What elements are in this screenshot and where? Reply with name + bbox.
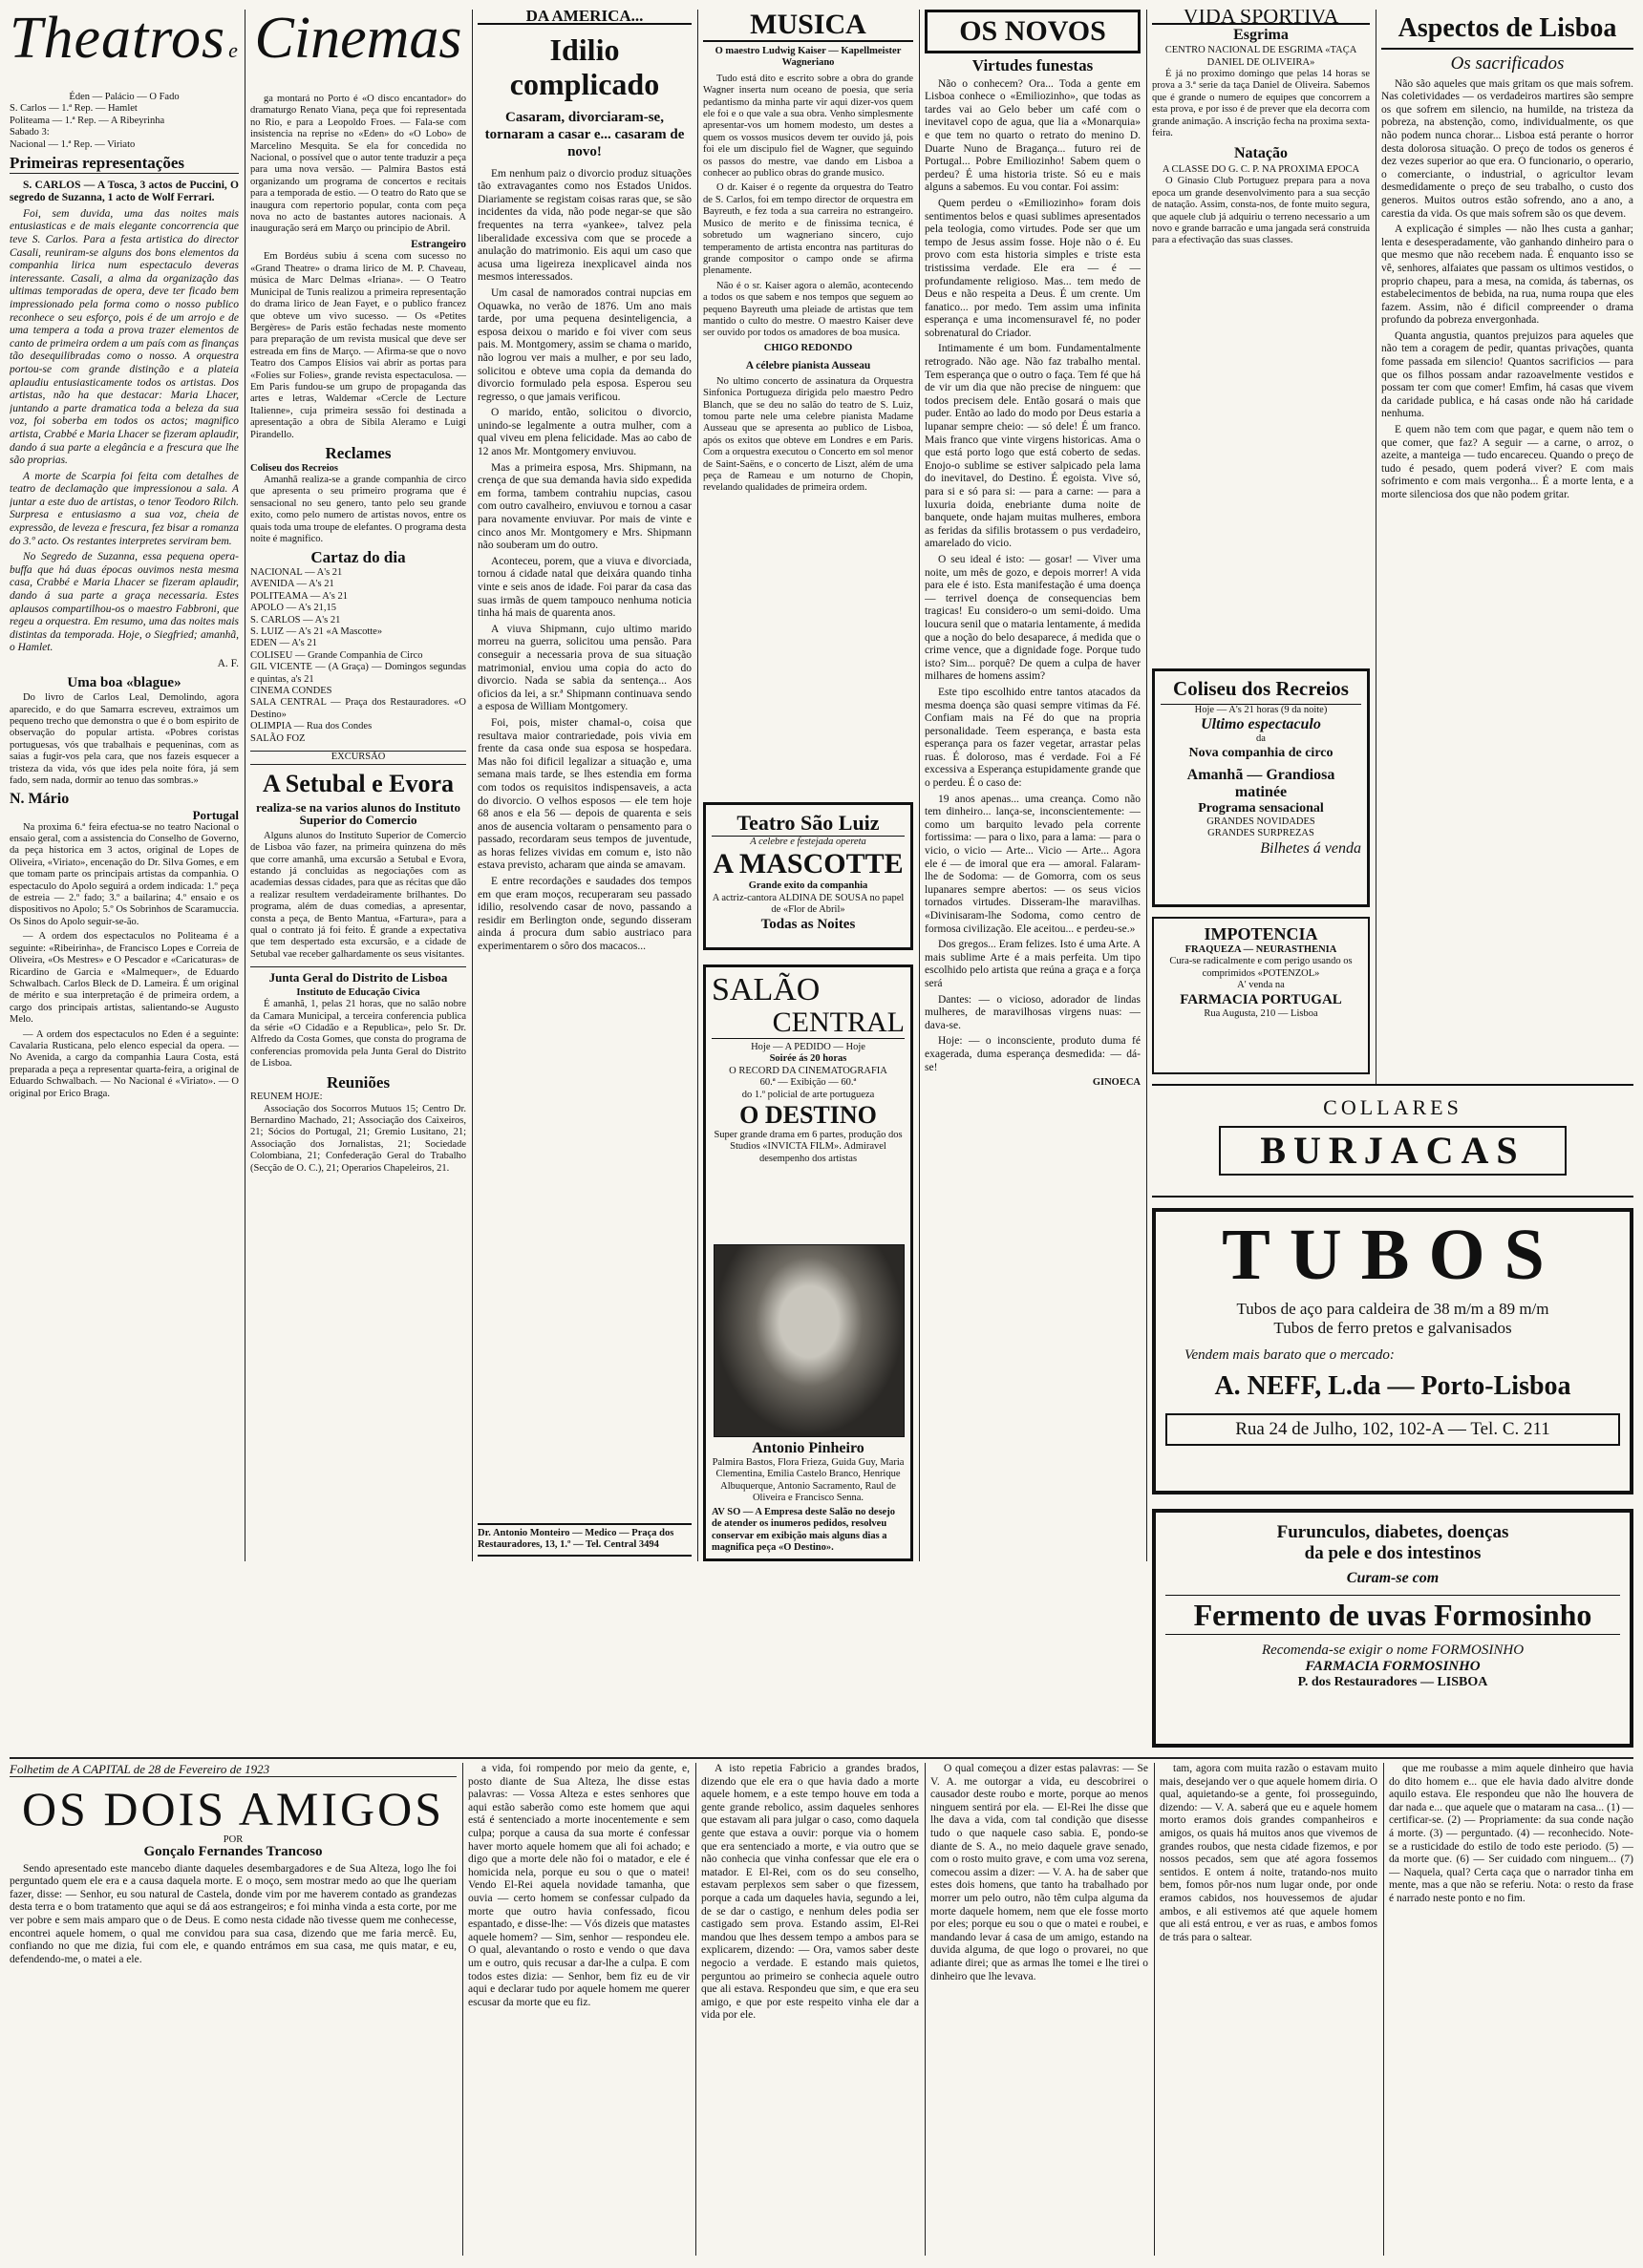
scarlos-heading: S. CARLOS — A Tosca, 3 actos de Puccini, O segredo de Suzanna, 1 acto de Wolf Ferrari. bbox=[10, 179, 239, 204]
tubos-title: TUBOS bbox=[1222, 1215, 1564, 1295]
musica-body-3: Não é o sr. Kaiser agora o alemão, acontecendo a todos os que sabem e nos tempos que seguem ao pequeno Bayreuth uma pleiade de artistas que tem mantido o culto do mestre. O maestro Kaiser deve ser ouvido por todos os amadores de boa musica. bbox=[703, 280, 913, 339]
impotencia-venda: A' venda na bbox=[1237, 980, 1285, 991]
farmacia-formosinho: FARMACIA FORMOSINHO bbox=[1305, 1659, 1481, 1674]
idilio-body-3: O marido, então, solicitou o divorcio, unindo-se legalmente a outra mulher, com a qual viveu em plena felicidade. Mas ao cabo de 12 anos Mr. Montgomery enviuvou. bbox=[478, 407, 692, 458]
musica-body-4: No ultimo concerto de assinatura da Orquestra Sinfonica Portugueza dirigida pelo maestro Pedro Blanch, que se deu no salão do teatro de S. Luiz, tomou parte nele uma celebre pianista Madame Ausseau que se apresenta ao publico de Lisboa, após os exitos que obteve em Londres e em Paris. Com a orquestra executou o Concerto em sol menor de Saint-Saëns, e o concerto de Liszt, além de uma peça de Rameau e um noturno de Chopin, revelando qualidades de primeira ordem. bbox=[703, 375, 913, 494]
listing-line-4: Nacional — 1.ª Rep. — Viriato bbox=[10, 138, 136, 150]
natacao-body: O Ginasio Club Portuguez prepara para a nova epoca um grande desenvolvimento para a sua secção de natação. Assim, consta-nos, de fonte muito segura, que aquele club já adquiriu o terreno necessario a um novo e grande barracão e uma jangada será construida para a efectivação das suas classes. bbox=[1152, 176, 1370, 246]
cartaz-line: NACIONAL — A's 21 bbox=[250, 567, 343, 578]
portugal-heading: Portugal bbox=[192, 808, 239, 823]
column-theatros bbox=[10, 10, 239, 1561]
portugal-body-1: Na proxima 6.ª feira efectua-se no teatro Nacional o ensaio geral, com a assistencia do Conselho de Governo, da peça historica em 3 actos, original de Lopes de Oliveira, «Viriato», encenação do Dr. Silva Gomes, e em que tomam parte os principais artistas da companhia. O espectaculo do Apolo seguirá a ordem indicada: 1.º peça de estreia — 2.º fado; 3.º a bailarina; 4.º ensaio e os dispositivos no Apolo; 5.º Os Sobrinhos de Scaramuccia. Os Sinos do Apolo seguir-se-ão. bbox=[10, 821, 239, 927]
idilio-body-1: Em nenhum paiz o divorcio produz situações tão extravagantes como nos Estados Unidos. Diariamente se registam coisas raras que, se são incidentes da vida, não pode negar-se que são frequentes na terra «yankee», talvez pela liberalidade excessiva com que se procede a anulação do matrimonio. Eis aqui um caso que acusa uma ligeireza inexplicavel ainda nos mesmos interessados. bbox=[478, 167, 692, 284]
column-aspectos bbox=[1381, 10, 1633, 1074]
hoje-pedido: Hoje — A PEDIDO — Hoje bbox=[751, 1042, 865, 1052]
fraqueza: FRAQUEZA — NEURASTHENIA bbox=[1184, 944, 1337, 955]
idilio-body-4: Mas a primeira esposa, Mrs. Shipmann, na crença de que sua demanda havia sido expedida em forma, tambem contrahiu nupcias, casou com outro cavalheiro, enviuvou e tornou a casar para novamente enviuvar. Por mais de vinte e cinco anos Mr. Montgomery e Mrs. Shipmann não souberam um do outro. bbox=[478, 461, 692, 552]
setubal-subheading: realiza-se na varios alunos do Instituto Superior do Comercio bbox=[256, 799, 460, 828]
folhetim-text-5: tam, agora com muita razão o estavam muito mais, desejando ver o que aquele homem diria. O qual, aquietando-se a gente, foi prosseguindo, dizendo: — V. A. saberá que eu e aquele homem morto eramos dois grandes companheiros e amigos, os quais há muitos anos que vivemos de grandes roubos, que nesta cidade fizemos, e por nossos pecados, sem que até agora fossemos sentidos. E ontem á noite, tratando-nos muito bem, fomos pôr-nos num lugar onde, por onde eramos cabidos, nos houvessemos de ajudar ambos, e ali estivemos até que aquele homem que ali está entrou, e ver as ruas, e ambos fomos de trás para o saltear. bbox=[1160, 1763, 1377, 1943]
coliseu-surpresas: GRANDES SURPREZAS bbox=[1207, 828, 1314, 839]
novos-body-7: Dos gregos... Eram felizes. Isto é uma Arte. A mais sublime Arte é a mais perfeita. Um tipo escolhido pelo artista que reúna a graça e a força será bbox=[925, 939, 1141, 989]
junta-body: É amanhã, 1, pelas 21 horas, que no salão nobre da Camara Municipal, a terceira conferencia publica da série «O Cidadão e a Republica», pelo Sr. Dr. Alfredo da Costa Gomes, que consta do programa de conferencias promovida pela Junta Geral do Distrito de Lisboa. bbox=[250, 999, 466, 1070]
tubos-line-1: Tubos de aço para caldeira de 38 m/m a 89 m/m bbox=[1236, 1300, 1549, 1318]
blague-body: Do livro de Carlos Leal, Demolindo, agora aparecido, e do que Samarra escreveu, extraimos um pequeno trecho que demonstra o que é o bom espirito de observação do popular artista. «Pobres coristas portuguesas, vós que trabalhais e pequeninas, com as saias a fugir-vos pela cara, que nos fazeis esquecer a tristeza da vida, vós que ides pela noite fóra, já sem fado, sem nada, dormir ao tenuo das sombras.» bbox=[10, 692, 239, 787]
aspectos-body-2: A explicação é simples — não lhes custa a ganhar; lenta e desesperadamente, vão ganhando dinheiro para o que mesmo que não recebem nada. É enquanto isso se vê, senhores, alfaiates que passam os ultimos vestidos, o proprio chapeu, para a mesa, na comida, ás tabernas, os estabelecimentos de bebida, na rua, numa roupa que eles fazem. Assim, não é dificil compreender o drama profundo da pobreza envergonhada. bbox=[1381, 223, 1633, 327]
folhetim-col-4 bbox=[930, 1763, 1148, 2256]
folhetim-header: Folhetim de A CAPITAL de 28 de Fevereiro de 1923 bbox=[10, 1763, 457, 1777]
rule-f5 bbox=[1383, 1763, 1384, 2256]
novos-hoje-label: Hoje: bbox=[938, 1035, 963, 1048]
column-da-america bbox=[478, 10, 692, 1561]
esgrima-heading: Esgrima bbox=[1233, 26, 1289, 43]
sao-luiz-actriz: A actriz-cantora ALDINA DE SOUSA no papel de «Flor de Abril» bbox=[712, 892, 905, 916]
theatros-body-3: No Segredo de Suzanna, essa pequena opera-buffa que há duas épocas ouvimos nesta mesma casa, Crabbé e Maria Lhacer se fizeram aplaudir, dando á sua parte a graça necessaria. Estes aplausos compartilhou-os o maestro Fabbroni, que regeu a orquestra. Em resumo, uma das noites mais distintas da temporada. Hoje, o Siegfried; amanhã, o Hamlet. bbox=[10, 551, 239, 654]
virtudes-heading: Virtudes funestas bbox=[971, 56, 1094, 74]
portugal-body-2: — A ordem dos espectaculos no Politeama é a seguinte: «Ribeirinha», de Francisco Lopes e Correia de Oliveira, «Os Mestres» e O Pescador e «Caricaturas» de Ricardino de Garcia e «Malmequer», de Eduardo Schwalbach. Carlos Bleck de D. Lameira. É um original de mérito e sua interpretação é de primeira ordem, a cargo dos principais artistas, salientando-se Augusto Melo. bbox=[10, 931, 239, 1026]
listing-line-2: Politeama — 1.ª Rep. — A Ribeyrinha bbox=[10, 115, 165, 126]
novos-body-6: 19 anos apenas... uma creança. Como não tem dinheiro... lança-se, inconscientemente: — como um barquito levado pela corrente fortissima: — para o lixo, para a lama: — para o vicio, o vicio — Arte... Vicio — Arte... Agora ele é — de imoral que era — amoral. Falaram-lhe de Sodoma: — de Gomorra, com os seus lupanares sempre abertos: — os seus vicios tornados virtudes. Disseram-lhe maravilhas. «Divinisaram-lhe Sodoma, como centro de formosa civilização. Ele aceitou... e perdeu-se.» bbox=[925, 793, 1141, 935]
ad-impotencia bbox=[1152, 917, 1370, 1074]
folhetim-text-1: Sendo apresentado este mancebo diante daqueles desembargadores e de Sua Alteza, logo lhe foi perguntado quem ele era e a causa daquela morte. E o moço, sem mostrar medo ao que lhe queriam fazer, disse: — Senhor, eu sou natural de Castela, donde vim por me haverem contado as grandezas desta terra e o bom tratamento que aqui se dá aos estrangeiros; e foi minha vinda a esta corte, por me ver pobre e sem mais amparo que o de Deus. E como nesta cidade não tivesse quem me conhecesse, encontrei aquele homem, o qual me convidou para sua casa, dizendo que me faria mercê. Eu, confiando no que me dizia, fui com ele, e quando entrámos em sua casa, me quis matar, e eu, defendendo-me, o matei a ele. bbox=[10, 1862, 457, 1965]
idilio-body-8: E entre recordações e saudades dos tempos em que eram moços, recuperaram seu passado idilio, resolvendo casar de novo, passando a residir em Berlington onde, segundo disseram ainda á procura dum sabio austriaco para experimentarem o sôro dos macacos... bbox=[478, 876, 692, 953]
folhetim-title: OS DOIS AMIGOS bbox=[21, 1781, 445, 1835]
blague-heading: Uma boa «blague» bbox=[67, 674, 181, 690]
pele: da pele e dos intestinos bbox=[1304, 1543, 1482, 1563]
rule-f3 bbox=[925, 1763, 926, 2256]
rule-3 bbox=[697, 10, 698, 1561]
cartaz-line: OLIMPIA — Rua dos Condes bbox=[250, 721, 373, 732]
masthead-theatros-title: Theatros bbox=[10, 10, 226, 71]
recomenda: Recomenda-se exigir o nome FORMOSINHO bbox=[1261, 1643, 1525, 1658]
masthead-e: e bbox=[228, 38, 238, 62]
musica-heading: MUSICA bbox=[703, 10, 913, 42]
idilio-body-7: Foi, pois, mister chamal-o, coisa que resultava maior contrariedade, pois vivia em frente da casa onde sua esposa se hospedara. Mas não foi dificil legalizar a situação e, uma semana mais tarde, se lhes estendia em forma com todos os requisitos indispensaveis, a acta do divorcio. O velhos esposos — ele tem hoje 68 anos e ela 56 — depois de quarenta e seis anos de ausencia voltaram o pensamento para o passado, recordaram seus tempos de juventude, as horas felizes vividas em comum e, isto não estava previsto, acharam que ainda se amavam. bbox=[478, 716, 692, 872]
instituto-heading: Instituto de Educação Civica bbox=[296, 986, 420, 998]
folhetim-col-2 bbox=[468, 1763, 690, 2256]
reclames-heading: Reclames bbox=[325, 443, 392, 462]
musica-body-1: Tudo está dito e escrito sobre a obra do grande Wagner inserta num oceano de poesia, que seria pedantismo da minha parte vir aqui dizer-vos quem ele foi e o que vale a sua obra. Venho simplesmente apresentar-vos um homem modesto, um destes a quem os vossos musicos devem ter ouvido já, pois foi ele um discipulo fiel de Wagner, que seguindo os passos do mestre, vae dando em Lisboa a conhecer ao publico obras do grande musico. bbox=[703, 73, 913, 180]
tubos-neff: A. NEFF, L.da — Porto-Lisboa bbox=[1214, 1371, 1571, 1401]
coliseu-amanha: Amanhã — Grandiosa matinée bbox=[1186, 766, 1335, 800]
cartaz-line: APOLO — A's 21,15 bbox=[250, 603, 336, 614]
film-extra: Super grande drama em 6 partes, produção dos Studios «INVICTA FILM». Admiravel desempenho dos artistas bbox=[714, 1130, 903, 1164]
idilio-body-2: Um casal de namorados contrai nupcias em Oquawka, no verão de 1876. Um ano mais tarde, por uma pequena desinteligencia, a esposa deixou o marido e foi viver com seus pais. M. Montgomery, assim se chama o marido, não logrou ver mais a mulher, e por seu lado, solicitou e obteve uma copia da demanda do divorcio formulado pela esposa. Esperou seu regresso, o que jamais verificou. bbox=[478, 286, 692, 403]
aspectos-body-3: Quanta angustia, quantos prejuizos para aqueles que não tem a coragem de pedir, quantas privações, quanta fome passada em silencio! Quantos sacrificios — para que os filhos possam andar razoavelmente vestidos e possam ter com que comer! Emfim, há casas que vivem da caridade publica, e há casas onde não há caridade nenhuma. bbox=[1381, 329, 1633, 420]
setubal-body: Alguns alunos do Instituto Superior de Comercio de Lisboa vão fazer, na primeira quinzena do mês que corre amanhã, uma excursão a Setubal e Evora, estando já concluidas as negociações com as academias dessas cidades, para que as récitas que dão a realizar resultem verdadeiramente brilhantes. Do programa, além de duas comedias, a apresentar, consta a peça, de Bento Mantua, «Fartura», para a qual o contrato já foi feito. É grande a expectativa que tem despertado esta excursão, e a cidade de Setubal vae receber galhardamente os seus visitantes. bbox=[250, 830, 466, 960]
folhetim-text-4: O qual começou a dizer estas palavras: — Se V. A. me outorgar a vida, eu descobrirei o causador deste roubo e morte, porque ao menos ninguem sentirá por ela. — El-Rei lhe disse que lhe dava a vida, com tal condição que disesse tudo o que naquele caso sabia. E, pondo-se diante de S. A., no meio daquele grave senado, com o rosto muito grave, e com uma voz serena, comecou assim a dizer: — V. A. ha de saber que estes dois homens, que tanto ha trabalhado por morrer um pelo outro, não têm culpa alguma da morte daquele homem, nem que ele fosse morto por eles; porque eu sou o que o matei e roubei, e mandando levar á casa de um amigo, estando na duvida alguma, de que logo o provarei, no que adiante direi; que as armas lhe tomei e lhe tirei o dinheiro que lhe levava. bbox=[930, 1763, 1148, 1982]
fermento: Fermento de uvas Formosinho bbox=[1165, 1595, 1620, 1635]
tubos-vendem: Vendem mais barato que o mercado: bbox=[1184, 1347, 1395, 1363]
nacional-heading: N. Mário bbox=[10, 791, 70, 808]
impotencia-title: IMPOTENCIA bbox=[1204, 924, 1318, 943]
da-america-heading: DA AMERICA... bbox=[478, 10, 692, 25]
sao-luiz-sub: A celebre e festejada opereta bbox=[750, 837, 866, 847]
cartaz-line: CINEMA CONDES bbox=[250, 686, 332, 697]
ad-teatro-sao-luiz bbox=[703, 802, 913, 950]
cartaz-line: S. LUIZ — A's 21 «A Mascotte» bbox=[250, 626, 383, 638]
coliseu-ultimo: Ultimo espectaculo bbox=[1201, 716, 1321, 733]
novos-body-4: O seu ideal é isto: — gosar! — Viver uma noite, um mês de gozo, e depois morrer! A vida para ele é isto. Esta manifestação é uma doença — terrivel doença de consequencias bem tragicas! Eu considero-o um semi-doido. Uma loucura senil que o mataria lentamente, á medida que a noção do belo desaparece, á medida que o crime vence, que a dignidade foge. Porque tudo isto? Sim... porquê? De quem a culpa de haver milhares de homens assim? bbox=[925, 553, 1141, 683]
junta-heading: Junta Geral do Distrito de Lisboa bbox=[250, 966, 466, 985]
folhetim-col-5 bbox=[1160, 1763, 1377, 2256]
tubos-line-2: Tubos de ferro pretos e galvanisados bbox=[1273, 1319, 1512, 1337]
novos-body-2: Quem perdeu o «Emiliozinho» foram dois sentimentos belos e quasi sublimes apresentados pela teologia, como virtudes. Pode ser que um tempo de Jesus assim fosse. Hoje não o é. Eu provo com esta historia simples e triste esta tristissima verdade. Ele era — é — profundamente religioso. Mas... tem medo de Deus e não respeita a Deus. É um crente. Um fanatico... por medo. Tem assim uma infinita esperança e uma incomensuravel fé, no poder sobrenatural do Criador. bbox=[925, 197, 1141, 339]
cartaz-line: AVENIDA — A's 21 bbox=[250, 579, 334, 590]
lisboa: P. dos Restauradores — LISBOA bbox=[1297, 1675, 1488, 1689]
cartaz-line: POLITEAMA — A's 21 bbox=[250, 590, 348, 602]
aviso: AV SO — A Empresa deste Salão no desejo de atender os inumeros pedidos, resolveu conservar em exibição mais alguns dias a magnifica peça «O Destino». bbox=[712, 1507, 895, 1554]
masthead-theatros bbox=[10, 10, 239, 86]
setubal-heading: A Setubal e Evora bbox=[262, 769, 455, 797]
column-musica bbox=[703, 10, 913, 783]
listing-top: Éden — Palácio — O Fado bbox=[69, 92, 180, 102]
salao-title: SALÃO bbox=[712, 972, 821, 1007]
cartaz-line: COLISEU — Grande Companhia de Circo bbox=[250, 649, 423, 661]
aspectos-body-1: Não são aqueles que mais gritam os que mais sofrem. Nas coletividades — os verdadeiros martires são sempre os que sofrem em silencio, na humilde, na tristeza da pobreza, na abstenção, como, individualmente, os que não podem nunca chorar... Lisboa está perante o horror desta dolorosa situação. O preço de todos os generos é dez vezes superior ao que era. O funcionario, o operario, o comerciante, o industrial, o agricultor levam desmedidamente o preço de seu trabalho, o custo dos generos. Muitos outros estão sofrendo, ano a ano, a carestia da vida. Os que mais sofrem são os que devem. bbox=[1381, 77, 1633, 220]
sao-luiz-title: Teatro São Luiz bbox=[712, 811, 905, 837]
coliseu-novidades: GRANDES NOVIDADES bbox=[1206, 816, 1315, 827]
centro-heading: CENTRO NACIONAL DE ESGRIMA «TAÇA DANIEL DE OLIVEIRA» bbox=[1164, 45, 1357, 68]
curam: Curam-se com bbox=[1346, 1570, 1440, 1586]
column-2 bbox=[250, 10, 466, 1561]
destino-title: O DESTINO bbox=[739, 1101, 877, 1130]
cartaz-line: GIL VICENTE — (A Graça) — Domingos segundas e quintas, a's 21 bbox=[250, 662, 466, 685]
os-novos-heading: OS NOVOS bbox=[925, 10, 1141, 53]
idilio-body-5: Aconteceu, porem, que a viuva e divorciada, tornou á cidade natal que deixára quando tinha vinte e seis anos de idade. Foi parar da casa das suas irmãs de quem tampouco nenhuma noticia tinha há mais de quarenta anos. bbox=[478, 555, 692, 620]
cartaz-line: SALÃO FOZ bbox=[250, 732, 306, 744]
primeiras-heading: Primeiras representações bbox=[10, 157, 239, 174]
folhetim-col-1 bbox=[10, 1763, 457, 2256]
col2-body-2: Em Bordéus subiu á scena com sucesso no «Grand Theatre» o drama lirico de M. P. Chaveau, música de Marc Delmas «Iriana». — O Teatro Municipal de Tunis realizou a primeira representação do drama lirico de Jean Fayet, e o publico francez que obteve um vivo sucesso. — Os «Petites Bergères» de Paris estão fechadas neste momento para preparação de um revista musical que deve ser estreada em fins de Março. — Afirma-se que o novo Teatro dos Campos Elísios vai abrir as portas para «Folies sur Folies», grande revista espectaculosa. — Em Paris fundou-se um grupo de propaganda das artes e letras, Waldemar «Cercle de Lecture Italienne», cuja primeira sessão foi destinada a apresentação a obra de Sibila Aleramo e Luigi Pirandello. bbox=[250, 251, 466, 440]
folhetim-rule bbox=[10, 1757, 1633, 1759]
maestro-heading: O maestro Ludwig Kaiser — Kapellmeister Wagneriano bbox=[715, 46, 902, 69]
newspaper-page bbox=[10, 10, 1633, 2258]
ad-coliseu bbox=[1152, 668, 1370, 907]
aspectos-body-4: E quem não tem com que pagar, e quem não tem o que comer, que faz? A seguir — a carne, o arroz, o azeite, a manteiga — tudo encareceu. Quando o preço de tudo é pesado, quem poderá viver? E com mais sofrimento e com mais vergonha... É a morte lenta, e a morte silenciosa dos que não podem gritar. bbox=[1381, 424, 1633, 500]
burjacas-title: BURJACAS bbox=[1219, 1126, 1567, 1176]
novos-dantes: Dantes: — o vicioso, adorador de lindas mulheres, de maravilhosas virgens nuas: — dava-se. bbox=[925, 993, 1141, 1031]
novos-body-5: Este tipo escolhido entre tantos atacados da mesma doença são quasi sempre vitimas da Fé. Confiam mais na Fé do que na propria personalidade. Teem esperança, e basta esta esperança para os fazer vegetar, arrastar pelas ruas. É doloroso, mas é verdade. Foi a Fé excessiva a Esperança estupidamente grande que o perdeu. É o caso de: bbox=[925, 686, 1141, 790]
folhetim-col-6 bbox=[1389, 1763, 1633, 2256]
idilio-body-6: A viuva Shipmann, cujo ultimo marido morreu na guerra, solicitou uma pensão. Para conseguir a necessaria prova de sua situação matrimonial, enviou uma copia do acto do divorcio. Nada se sabia da sentença... Aos oficios da lei, a sr.ª Shipmann continuava sendo a esposa de William Montgomery. bbox=[478, 623, 692, 713]
novos-signature: GINOECA bbox=[1092, 1077, 1141, 1089]
col2-body-1: ga montará no Porto é «O disco encantador» do dramaturgo Renato Viana, peça que foi representada no Rio, e para a Leopoldo Froes. — Fala-se com insistencia na reprise no «Eden» do «O Lobo» de Marcelino Mesquita. Se ela for concedida no Nacional, o possível que o autor tente traduzir a peça para uma nova versão. — Palmira Bastos está organizando um programa de concertos e recitais para a temporada de estio. — O teatro do Rato que se inaugura com repertorio popular, conta com peça nova no acto de bastantes autores nacionais. A inauguração será em Março ou principio de Abril. bbox=[250, 94, 466, 235]
folhetim-text-3: A isto repetia Fabricio a grandes brados, dizendo que ele era o que havia dado a morte aquele homem, e a este tempo houve em toda a gente grande rebolico, assim daqueles senhores que estavam ali para julgar o caso, como daquela gente que estava a ouvir: porque via o homem que era sentenciado a morte, e via outro que se não conhecia que vinha confessar que ele era o matador. E El-Rei, com os do seu conselho, estavam perplexos sem saber o que fizessem, porque a cada um daqueles havia, segundo a lei, de se dar o castigo, e nenhum deles podia ser castigado sem prova. Estando assim, El-Rei mandou que lhes dessem tempo a ambos para se explicarem, dizendo: — Ora, vamos saber deste negocio a verdade. E estando mais quietos, perguntou ao primeiro se conhecia aquele outro que ali estava. Respondeu que sim, e que era seu amigo, e que por este respeito vinha ele dar a vida por ele. bbox=[701, 1763, 919, 2022]
rule-f4 bbox=[1154, 1763, 1155, 2256]
coliseu-nova: Nova companhia de circo bbox=[1188, 745, 1334, 760]
recorde: O RECORD DA CINEMATOGRAFIA bbox=[729, 1065, 887, 1076]
folhetim-text-2: a vida, foi rompendo por meio da gente, e, posto diante de Sua Alteza, lhe disse estas palavras: — Vossa Alteza e estes senhores que aqui estão saberão como este homem que aqui está é sentenciado a morte inocentemente e sem culpa; porque a causa da sua morte é confessar haver morto aquele homem que ali foi achado; e digo que a morte dele não foi o matador, e ele é homicida nela, porque eu sou o que o matei! Vendo El-Rei aquela novidade tamanha, que ouvia — certo homem se confessar culpado da morte que outro havia confessado, ficou espantado, e disse-lhe: — Vós dizeis que matastes aquele homem? — Sim, senhor — respondeu ele. O qual, alevantando o rosto e vendo o que dava um e outro, quis recusar a dar-lhe a culpa. E com todos estes dizia: — Senhor, bem fiz eu de vir aqui e declarar tudo por aquele homem me querer escusar da morte que eu fiz. bbox=[468, 1763, 690, 2008]
reunioes-heading: Reuniões bbox=[326, 1072, 391, 1092]
pianista-heading: A célebre pianista Ausseau bbox=[745, 360, 871, 372]
cartaz-line: S. CARLOS — A's 21 bbox=[250, 614, 341, 625]
coliseu-ad-title: Coliseu dos Recreios bbox=[1161, 677, 1361, 705]
coliseu-hoje: Hoje — A's 21 horas (9 da noite) bbox=[1194, 705, 1328, 715]
cartaz-line: EDEN — A's 21 bbox=[250, 638, 317, 649]
medico-ad: Dr. Antonio Monteiro — Medico — Praça dos Restauradores, 13, 1.º — Tel. Central 3494 bbox=[478, 1523, 692, 1557]
novos-body-3: Intimamente é um bom. Fundamentalmente retrogrado. Não age. Não faz trabalho mental. Tem esperança que o outro o faça. Tem fé que há de vir um dia que não precise de ninguem: que todos precisem dele. Então gosará o mais que puder. Então ao lado do modo por Deus estaria a lupanar sempre cheio: — só dele! É um franco. Mais franco que vinte virgens historicas. Ama o que está porto logo que está coberto de sedas. Enojo-o sublime se estiver salpicado pela lama do inevitavel, do Destino. É egoista. Vive só, para si e só para si: — para a carne: — para a luxuria doida, enebriante duma noite de banquete, onde hajam muitas mulheres, embora as feridas da sifilis brotassem o pus verdadeiro, amarelado do vicio. bbox=[925, 343, 1141, 550]
novos-hoje-text: — o inconsciente, produto duma fé exagerada, duma esperança desmedida: — dá-se! bbox=[925, 1035, 1141, 1073]
rule-5 bbox=[1146, 10, 1147, 1561]
novos-body-1: Não o conhecem? Ora... Toda a gente em Lisboa conhece o «Emiliozinho», que todas as tardes vai ao Gelo beber um café com o inevitavel copo de agua, que lia a «Monarquia» e que tem no quarto o retrato do menino D. Duarte Nuno de Bragança... futuro rei de Portugal... Pobre Emiliozinho! Sabem quem o perdeu? É uma historia triste. Só eu e mais alguns a sabemos. Eu vou contar. Foi assim: bbox=[925, 77, 1141, 194]
theatros-body-1: Foi, sem duvida, uma das noites mais entusiasticas e de mais elegante concorrencia que teve S. Carlos. Para a festa artistica do director Casali, reuniram-se alguns dos bons elementos da companhia lirica num espectaculo deveras interessante. Casali, a alma da organização das ultimas temporadas de opera, deve ter ficado bem impressionado pela forma como o nosso publico reconhece o seu esforço, pois é de um arrojo e de uma tempera a toda a prova trazer elementos de canto de primeira ordem a um país com as finanças tão desequilibradas como o nosso. A orquestra portou-se com grande distinção e a plateia aplaudiu entusiasticamente todos os artistas. Dos artistas, não ha que destacar: Maria Lhacer, juntando a parte dramatica toda a beleza da sua voz, foi soberba em todos os actos; magnifico artista, Crabbé e Maria Lhacer se fizeram aplaudir, dando á sua parte a elegância e a frescura que lhe são proprias. bbox=[10, 207, 239, 467]
estrangeiro-heading: Estrangeiro bbox=[411, 238, 466, 250]
coliseu-bilhetes: Bilhetes á venda bbox=[1260, 839, 1361, 857]
idilio-subheading: Casaram, divorciaram-se, tornaram a casar e... casaram de novo! bbox=[484, 109, 685, 159]
aspectos-heading: Aspectos de Lisboa bbox=[1381, 10, 1633, 50]
cartaz-line: SALA CENTRAL — Praça dos Restauradores. «O Destino» bbox=[250, 697, 466, 720]
sacrificados-heading: Os sacrificados bbox=[1450, 53, 1565, 74]
furunculos: Furunculos, diabetes, doenças bbox=[1276, 1522, 1509, 1542]
column-os-novos bbox=[925, 10, 1141, 1561]
classe-heading: A CLASSE DO G. C. P. NA PROXIMA EPOCA bbox=[1162, 164, 1360, 176]
cartaz-heading: Cartaz do dia bbox=[310, 548, 406, 567]
theatros-signature: A. F. bbox=[217, 658, 239, 669]
listing-line-3: Sabado 3: bbox=[10, 127, 50, 138]
masthead-cinemas: Cinemas bbox=[254, 10, 462, 71]
rule-f1 bbox=[462, 1763, 463, 2256]
exibicao: 60.ª — Exibição — 60.ª bbox=[759, 1077, 857, 1089]
coliseu-heading: Coliseu dos Recreios bbox=[250, 462, 338, 474]
central-title: CENTRAL bbox=[712, 1007, 905, 1039]
reunem-label: REUNEM HOJE: bbox=[250, 1092, 323, 1103]
coliseu-da: da bbox=[1256, 733, 1266, 745]
folhetim-author: Gonçalo Fernandes Trancoso bbox=[143, 1844, 323, 1859]
vida-sportiva-heading: VIDA SPORTIVA bbox=[1152, 10, 1370, 25]
natacao-heading: Natação bbox=[1234, 145, 1288, 162]
listing-line-1: S. Carlos — 1.ª Rep. — Hamlet bbox=[10, 103, 138, 115]
soiree: Soirée ás 20 horas bbox=[769, 1053, 847, 1065]
todas-noites: Todas as Noites bbox=[760, 916, 856, 932]
folhetim-col-3 bbox=[701, 1763, 919, 2256]
impotencia-body: Cura-se radicalmente e com perigo usando os comprimidos «POTENZOL» bbox=[1169, 956, 1353, 979]
rule-2 bbox=[472, 10, 473, 1561]
coliseu-programa: Programa sensacional bbox=[1198, 800, 1324, 816]
folhetim-text-6: que me roubasse a mim aquele dinheiro que havia do dito homem e... que ele havia dado alvitre donde aquilo estava. Ele respondeu que não lhe houvera de dar nada e... que aquele que o mataram na casa... (1) — certificar-se. (2) — Propriamente: da sua conde nação á morte. (3) — perguntado. (4) — reconhecido. Note-se a rusticidade do estilo de todo este periodo. (5) — da morte que. (6) — Ser cuidado com ninguem... (7) — Naquela, qual? Certa caça que o narrador tinha em mente, mas a que não se referiu. Nota: o resto da frase é narrado neste ponto e no fim. bbox=[1389, 1763, 1633, 1904]
mascotte-title: A MASCOTTE bbox=[713, 848, 904, 880]
collares-title: COLLARES bbox=[1323, 1095, 1462, 1119]
tubos-rua: Rua 24 de Julho, 102, 102-A — Tel. C. 211 bbox=[1165, 1413, 1620, 1446]
rule-f2 bbox=[695, 1763, 696, 2256]
sao-luiz-exito: Grande exito da companhia bbox=[748, 880, 868, 892]
esgrima-body: É já no proximo domingo que pelas 14 horas se prova a 3.ª serie da taça Daniel de Oliveira. Sabemos que é grande o numero de equipes que concorrem a esta prova, e por isso é de prever que ela decorra com grande animação. A inscrição fecha na proxima sexta-feira. bbox=[1152, 69, 1370, 139]
ad-tubos bbox=[1152, 1208, 1633, 1494]
portugal-body-3: — A ordem dos espectaculos no Eden é a seguinte: Cavalaria Rusticana, pelo elenco especial da opera. — No Avenida, a cargo da companhia Laura Costa, está preparada a peça a representar quarta-feira, a original de Eduardo Schwalbach. — No Nacional é «Viriato». — O original por Erico Braga. bbox=[10, 1028, 239, 1099]
ad-formosinho bbox=[1152, 1509, 1633, 1748]
ad-salao-central bbox=[703, 964, 913, 1561]
musica-body-2: O dr. Kaiser é o regente da orquestra do Teatro de S. Carlos, foi em tempo director de orquestra em Bayreuth, e fez toda a sua carreira no estrangeiro. Musico de merito e de finissima tecnica, é sobretudo um wagneriano sincero, cujo temperamento de artista encontra nas partituras do grande compositor o campo onde se afirma plenamente. bbox=[703, 182, 913, 277]
theatros-body-2: A morte de Scarpia foi feita com detalhes de teatro de declamação que impressionou a sala. A juntar a este duo de artistas, o tenor Teodoro Rilch. Surpresa e entusiasmo a sua voz, cheia de expressão, de leveza e frescura, fez bisar a romanza do 3.º acto. Os restantes interpretes serviram bem. bbox=[10, 470, 239, 547]
portrait-photo bbox=[714, 1244, 905, 1437]
musica-signature: CHIGO REDONDO bbox=[763, 342, 853, 353]
photo-caption: Palmira Bastos, Flora Frieza, Guida Guy, Maria Clementina, Emilia Castelo Branco, Henrique Albuquerque, Antonio Sacramento, Raul de Oliveira e Francisco Senna. bbox=[712, 1457, 905, 1504]
rua-augusta: Rua Augusta, 210 — Lisboa bbox=[1204, 1007, 1318, 1019]
photo-name: Antonio Pinheiro bbox=[752, 1440, 864, 1456]
col2-body-3: Amanhã realiza-se a grande companhia de circo que apresenta o seu primeiro programa que é sensacional no seu genero, tanto pelo seu grande exito, como pelo numero de artistas novos, entre os quais toda uma troupe de elefantes. O programa desta noite é magnifico. bbox=[250, 474, 466, 544]
folhetim-por: POR bbox=[223, 1833, 244, 1845]
idilio-heading: Idilio complicado bbox=[509, 32, 660, 101]
column-vida-sportiva bbox=[1152, 10, 1370, 659]
film-desc: do 1.º policial de arte portugueza bbox=[741, 1089, 875, 1100]
rule-4 bbox=[919, 10, 920, 1561]
ad-collares-burjacas bbox=[1152, 1084, 1633, 1198]
reunioes-body: Associação dos Socorros Mutuos 15; Centro Dr. Bernardino Machado, 21; Associação dos Caixeiros, 21; Sócios do Portugal, 21; Gremio Lusitano, 21; Associação dos Jornalistas, 21; Sociedade Colombiana, 21; Confederação Geral do Trabalho (Secção de O. C.), 21; Operarios Chapeleiros, 21. bbox=[250, 1103, 466, 1174]
excursao-heading: EXCURSÃO bbox=[250, 751, 466, 764]
farmacia-portugal: FARMACIA PORTUGAL bbox=[1180, 991, 1342, 1007]
